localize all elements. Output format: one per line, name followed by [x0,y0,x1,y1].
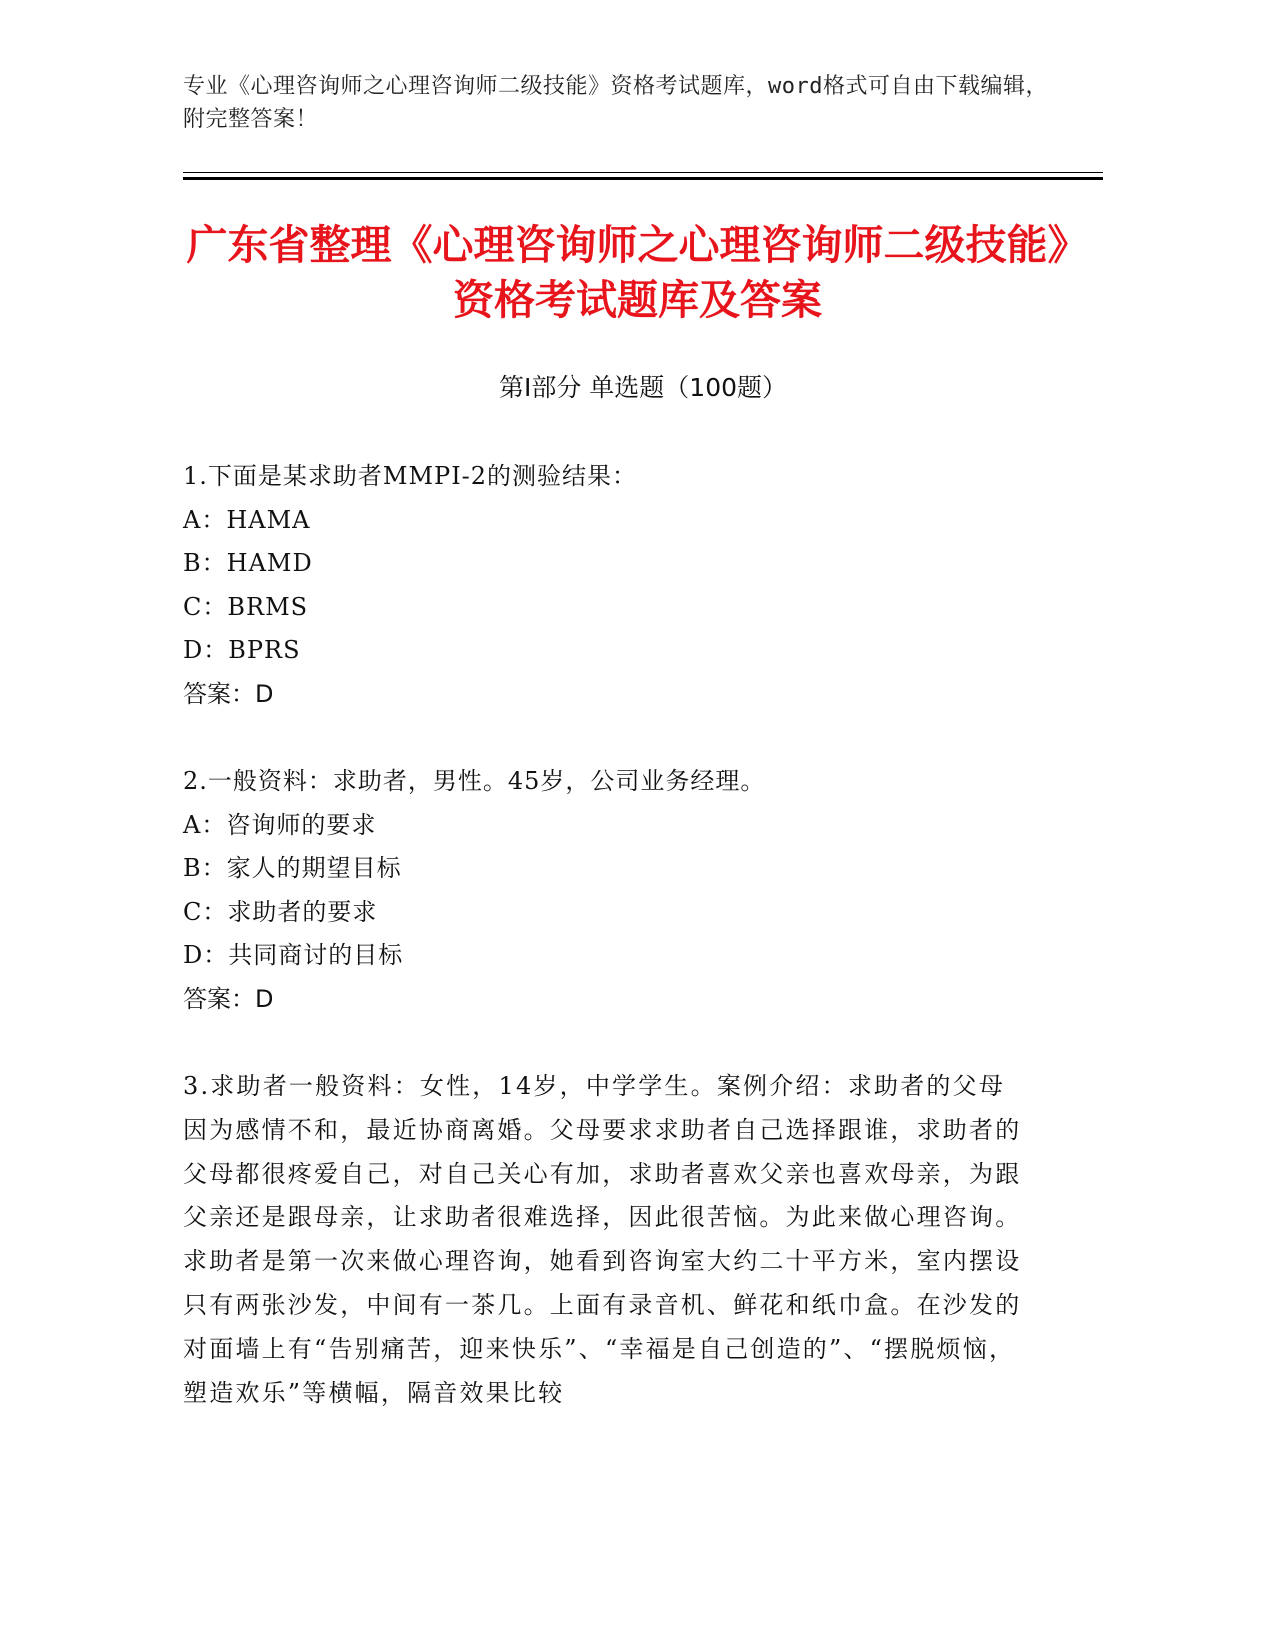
option-d: D：共同商讨的目标 [183,941,404,969]
option-c: C：求助者的要求 [183,897,378,926]
document-title: 广东省整理《心理咨询师之心理咨询师二级技能》资格考试题库及答案 [186,221,1089,324]
option-b: B：HAMD [183,549,313,577]
question-1 [183,455,1028,716]
question-stem: 3.求助者一般资料：女性，14岁，中学学生。案例介绍：求助者的父母因为感情不和，最近协商离婚。父母要求求助者自己选择跟谁，求助者的父母都很疼爱自己，对自己关心有加，求助者喜欢父亲也喜欢母亲，为跟父亲还是跟母亲，让求助者很难选择，因此很苦恼。为此来做心理咨询。求助者是第一次来做心理咨询，她看到咨询室大约二十平方米，室内摆设只有两张沙发，中间有一茶几。上面有录音机、鲜花和纸巾盒。在沙发的对面墙上有“告别痛苦，迎来快乐”、“幸福是自己创造的”、“摆脱烦恼，塑造欢乐”等横幅，隔音效果比较 [183,1072,1022,1407]
question-stem: 1.下面是某求助者MMPI-2的测验结果： [183,462,638,490]
answer: 答案：D [183,679,274,708]
header-note: 专业《心理咨询师之心理咨询师二级技能》资格考试题库，word格式可自由下载编辑，附完整答案！ [183,74,1048,132]
option-a: A：HAMA [183,505,311,534]
question-stem: 2.一般资料：求助者，男性。45岁，公司业务经理。 [183,767,766,795]
option-d: D：BPRS [183,636,301,664]
header-divider-thin [183,172,1103,173]
section-heading: 第Ⅰ部分 单选题（100题） [498,373,788,402]
question-3 [183,1065,1028,1415]
question-2 [183,760,1028,1021]
option-c: C：BRMS [183,592,309,621]
option-a: A：咨询师的要求 [183,810,377,839]
option-b: B：家人的期望目标 [183,854,402,882]
header-divider-thick [183,177,1103,180]
answer: 答案：D [183,984,274,1013]
